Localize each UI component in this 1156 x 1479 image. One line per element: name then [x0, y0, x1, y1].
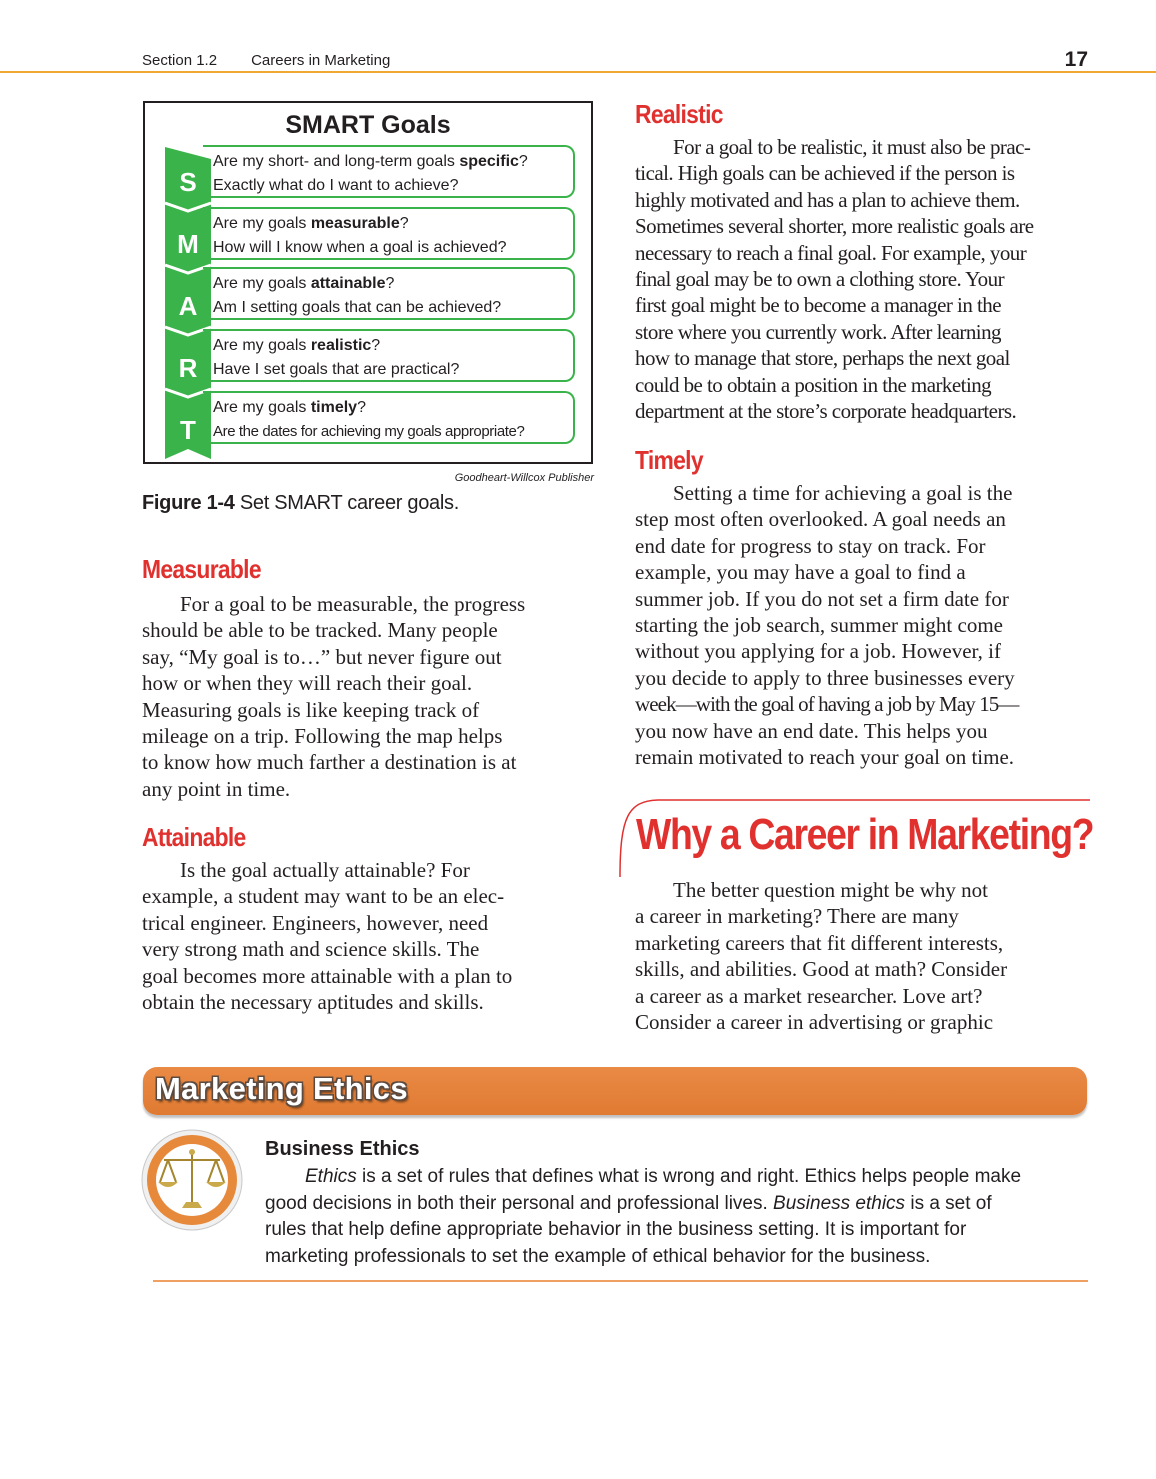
text-line: Sometimes several shorter, more realistic goals are [635, 214, 1034, 239]
text-line: rules that help define appropriate behavior in the business setting. It is important for [265, 1219, 967, 1240]
smart-question-mark: ? [371, 337, 381, 354]
smart-keyword: realistic [310, 337, 372, 354]
text-line: For a goal to be realistic, it must also be prac- [673, 135, 1031, 159]
section-number: Section 1.2 [142, 52, 218, 69]
text-line: Measuring goals is like keeping track of [142, 697, 480, 722]
text-line: marketing professionals to set the example of ethical behavior for the business. [265, 1245, 931, 1267]
why-marketing-paragraph [635, 877, 1085, 1035]
heading-measurable: Measurable [142, 554, 261, 584]
header-rule [0, 71, 1156, 73]
smart-subquestion: Am I setting goals that can be achieved? [213, 299, 502, 316]
realistic-paragraph [635, 134, 1085, 424]
text-line: any point in time. [142, 776, 291, 801]
smart-keyword: attainable [310, 275, 386, 292]
smart-question: Are my goals [213, 215, 311, 232]
heading-realistic: Realistic [635, 99, 723, 129]
text-line: marketing careers that fit different interests, [635, 930, 1004, 955]
text-line: obtain the necessary aptitudes and skills. [142, 990, 484, 1015]
text-line: goal becomes more attainable with a plan to [142, 963, 513, 988]
text-line: step most often overlooked. A goal needs an [635, 507, 1006, 532]
text-line: final goal may be to own a clothing store. Your [635, 267, 1005, 292]
smart-card-specific [203, 145, 575, 198]
text-line: a career in marketing? There are many [635, 904, 959, 929]
text-line: Setting a time for achieving a goal is the [673, 481, 1013, 505]
smart-card-measurable [203, 207, 575, 260]
heading-attainable: Attainable [142, 822, 246, 852]
figure-label: Figure 1-4 [142, 492, 235, 514]
text-line: example, you may have a goal to find a [635, 560, 966, 585]
smart-card-realistic [203, 329, 575, 382]
text-line: a career as a market researcher. Love art? [635, 983, 983, 1008]
running-header [142, 52, 390, 69]
text-line: could be to obtain a position in the marketing [635, 372, 992, 397]
smart-goals-title: SMART Goals [285, 111, 451, 139]
smart-question-mark: ? [357, 399, 366, 416]
smart-letter-m: M [177, 229, 199, 259]
heading-why-marketing: Why a Career in Marketing? [636, 810, 1094, 859]
text-line: starting the job search, summer might come [635, 613, 1003, 638]
text-line: first goal might be to become a manager in the [635, 293, 1001, 318]
text-line: is a set of rules that defines what is wrong and right. Ethics helps people make [356, 1166, 1022, 1187]
smart-question: Are my goals [213, 399, 311, 416]
smart-letter-t: T [180, 415, 196, 445]
smart-keyword: measurable [310, 215, 400, 232]
text-line: you decide to apply to three businesses every [635, 665, 1015, 690]
smart-question: Are my goals [213, 275, 311, 292]
smart-goals-figure [143, 101, 593, 464]
text-line: say, “My goal is to…” but never figure out [142, 644, 502, 669]
text-line: should be able to be tracked. Many people [142, 618, 498, 643]
text-line: you now have an end date. This helps you [635, 718, 988, 743]
text-line: trical engineer. Engineers, however, need [142, 910, 489, 935]
attainable-paragraph [142, 857, 592, 1015]
smart-subquestion: Have I set goals that are practical? [213, 361, 460, 378]
text-line: summer job. If you do not set a firm date for [635, 586, 1009, 611]
scales-of-justice-icon [140, 1128, 244, 1232]
text-line: Consider a career in advertising or graphic [635, 1010, 994, 1035]
text-line: The better question might be why not [673, 878, 988, 902]
smart-letter-r: R [178, 353, 198, 383]
figure-caption-text: Set SMART career goals. [239, 492, 459, 514]
text-line: department at the store’s corporate headquarters. [635, 399, 1017, 424]
smart-keyword: specific [459, 153, 519, 170]
text-line: very strong math and science skills. The [142, 937, 480, 962]
smart-subquestion: Exactly what do I want to achieve? [213, 177, 459, 194]
text-line: is a set of [905, 1192, 992, 1214]
text-line: without you applying for a job. However, if [635, 639, 1002, 664]
smart-question: Are my goals [213, 337, 311, 354]
smart-letter-s: S [179, 167, 197, 197]
text-line: Is the goal actually attainable? For [180, 858, 470, 882]
smart-keyword: timely [310, 399, 358, 416]
text-line: how to manage that store, perhaps the next goal [635, 346, 1010, 371]
smart-question-mark: ? [518, 153, 528, 170]
text-line: week—with the goal of having a job by May 15— [635, 692, 1019, 717]
text-line: store where you currently work. After learning [635, 319, 1001, 344]
term-ethics: Ethics [305, 1166, 357, 1187]
smart-card-timely [203, 391, 575, 444]
text-line: skills, and abilities. Good at math? Consider [635, 957, 1008, 982]
text-line: example, a student may want to be an elec- [142, 884, 505, 909]
measurable-paragraph [142, 591, 592, 802]
smart-letter-a: A [178, 291, 198, 321]
text-line: tical. High goals can be achieved if the person is [635, 161, 1015, 186]
marketing-ethics-title: Marketing Ethics [155, 1071, 408, 1106]
business-ethics-paragraph [265, 1164, 1021, 1270]
smart-subquestion: Are the dates for achieving my goals appropriate? [213, 423, 525, 440]
text-line: highly motivated and has a plan to achieve them. [635, 187, 1020, 212]
text-line: end date for progress to stay on track. For [635, 533, 986, 558]
text-line: For a goal to be measurable, the progress [180, 592, 526, 616]
timely-paragraph [635, 480, 1085, 770]
smart-card-attainable [203, 267, 575, 320]
smart-subquestion: How will I know when a goal is achieved? [213, 239, 507, 256]
smart-question-mark: ? [385, 275, 395, 292]
term-business-ethics: Business ethics [773, 1192, 906, 1214]
page-number: 17 [1064, 48, 1088, 71]
text-line: good decisions in both their personal and professional lives. [265, 1192, 774, 1214]
business-ethics-subheading: Business Ethics [265, 1138, 420, 1160]
heading-timely: Timely [635, 445, 703, 475]
smart-question-mark: ? [399, 215, 409, 232]
marketing-ethics-banner [143, 1067, 1087, 1115]
section-title: Careers in Marketing [251, 52, 391, 69]
figure-caption [142, 492, 459, 515]
text-line: mileage on a trip. Following the map helps [142, 724, 503, 749]
figure-credit: Goodheart-Willcox Publisher [454, 472, 594, 484]
text-line: to know how much farther a destination is at [142, 750, 517, 775]
text-line: remain motivated to reach your goal on time. [635, 745, 1015, 770]
smart-question: Are my short- and long-term goals [213, 153, 460, 170]
text-line: necessary to reach a final goal. For example, your [635, 240, 1027, 265]
text-line: how or when they will reach their goal. [142, 671, 473, 696]
ethics-bottom-rule [153, 1280, 1088, 1282]
